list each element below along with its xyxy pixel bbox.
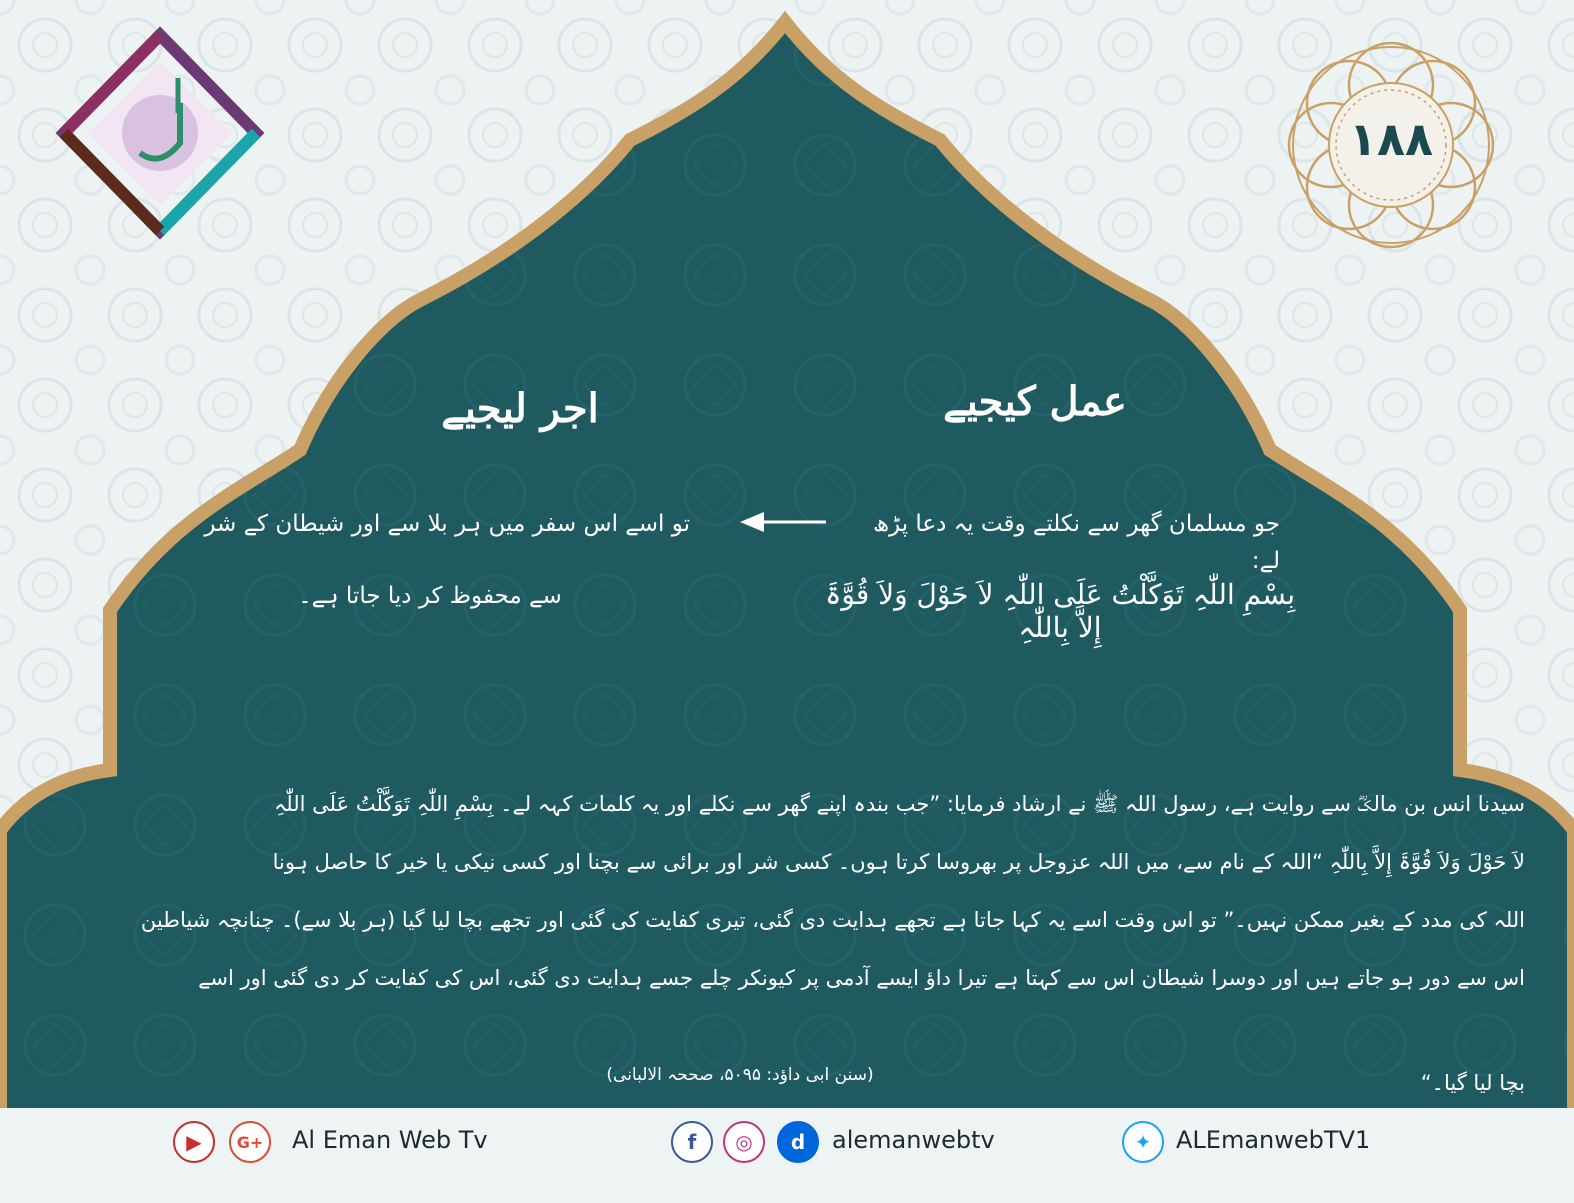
hadith-line: سیدنا انس بن مالکؓ سے روایت ہے، رسول اللہ ﷺ نے ارشاد فرمایا: ”جب بندہ اپنے گھر سے نکلے اور یہ کلمات کہہ لے۔ بِسْمِ اللّٰہِ تَوَکَّلْتُ عَلَی اللّٰہِ — [274, 792, 1525, 816]
reward-line-1: تو اسے اس سفر میں ہر بلا سے اور شیطان کے شر — [204, 511, 690, 537]
reward-line-2: سے محفوظ کر دیا جاتا ہے۔ — [298, 583, 562, 609]
hadith-line: اس سے دور ہو جاتے ہیں اور دوسرا شیطان اس سے کہتا ہے تیرا داؤ ایسے آدمی پر کیونکر چلے جسے ہدایت دی گئی، اس کی کفایت کر دی گئی اور اسے — [198, 966, 1525, 990]
deed-text: جو مسلمان گھر سے نکلتے وقت یہ دعا پڑھ لے: — [872, 511, 1280, 574]
post-number: ۱۸۸ — [1348, 112, 1434, 166]
dailymotion-icon[interactable]: d — [777, 1121, 819, 1163]
hadith-reference: (سنن ابی داؤد: ۵۰۹۵، صححہ الالبانی) — [606, 1065, 874, 1085]
hadith-line: بچا لیا گیا۔“ — [1420, 1071, 1525, 1095]
footer-center-text[interactable]: alemanwebtv — [832, 1126, 995, 1154]
footer-right-text[interactable]: ALEmanwebTV1 — [1176, 1126, 1371, 1154]
twitter-icon[interactable]: ✦ — [1122, 1121, 1164, 1163]
heading-reward: اجر لیجیے — [441, 385, 599, 432]
hadith-line: اللہ کی مدد کے بغیر ممکن نہیں۔” تو اس وقت اسے یہ کہا جاتا ہے تجھے ہدایت دی گئی، تیری کفایت کی گئی اور تجھے بچا لیا گیا (ہر بلا سے)۔ چنانچہ شیاطین — [140, 908, 1525, 932]
footer-left-text[interactable]: Al Eman Web Tv — [292, 1126, 488, 1154]
instagram-icon[interactable]: ◎ — [723, 1121, 765, 1163]
dua-text: بِسْمِ اللّٰہِ تَوَکَّلْتُ عَلَی اللّٰہِ لاَ حَوْلَ وَلاَ قُوَّۃَ إِلاَّ بِاللّٰہِ — [824, 578, 1296, 644]
facebook-icon[interactable]: f — [671, 1121, 713, 1163]
youtube-icon[interactable]: ▶ — [173, 1121, 215, 1163]
hadith-line: لاَ حَوْلَ وَلاَ قُوَّۃَ إِلاَّ بِاللّٰہِ “اللہ کے نام سے، میں اللہ عزوجل پر بھروسا کرتا ہوں۔ کسی شر اور برائی سے بچنا اور کسی نیکی یا خیر کا حاصل ہونا — [272, 850, 1525, 874]
google-plus-icon[interactable]: G+ — [229, 1121, 271, 1163]
heading-act: عمل کیجیے — [943, 378, 1127, 425]
